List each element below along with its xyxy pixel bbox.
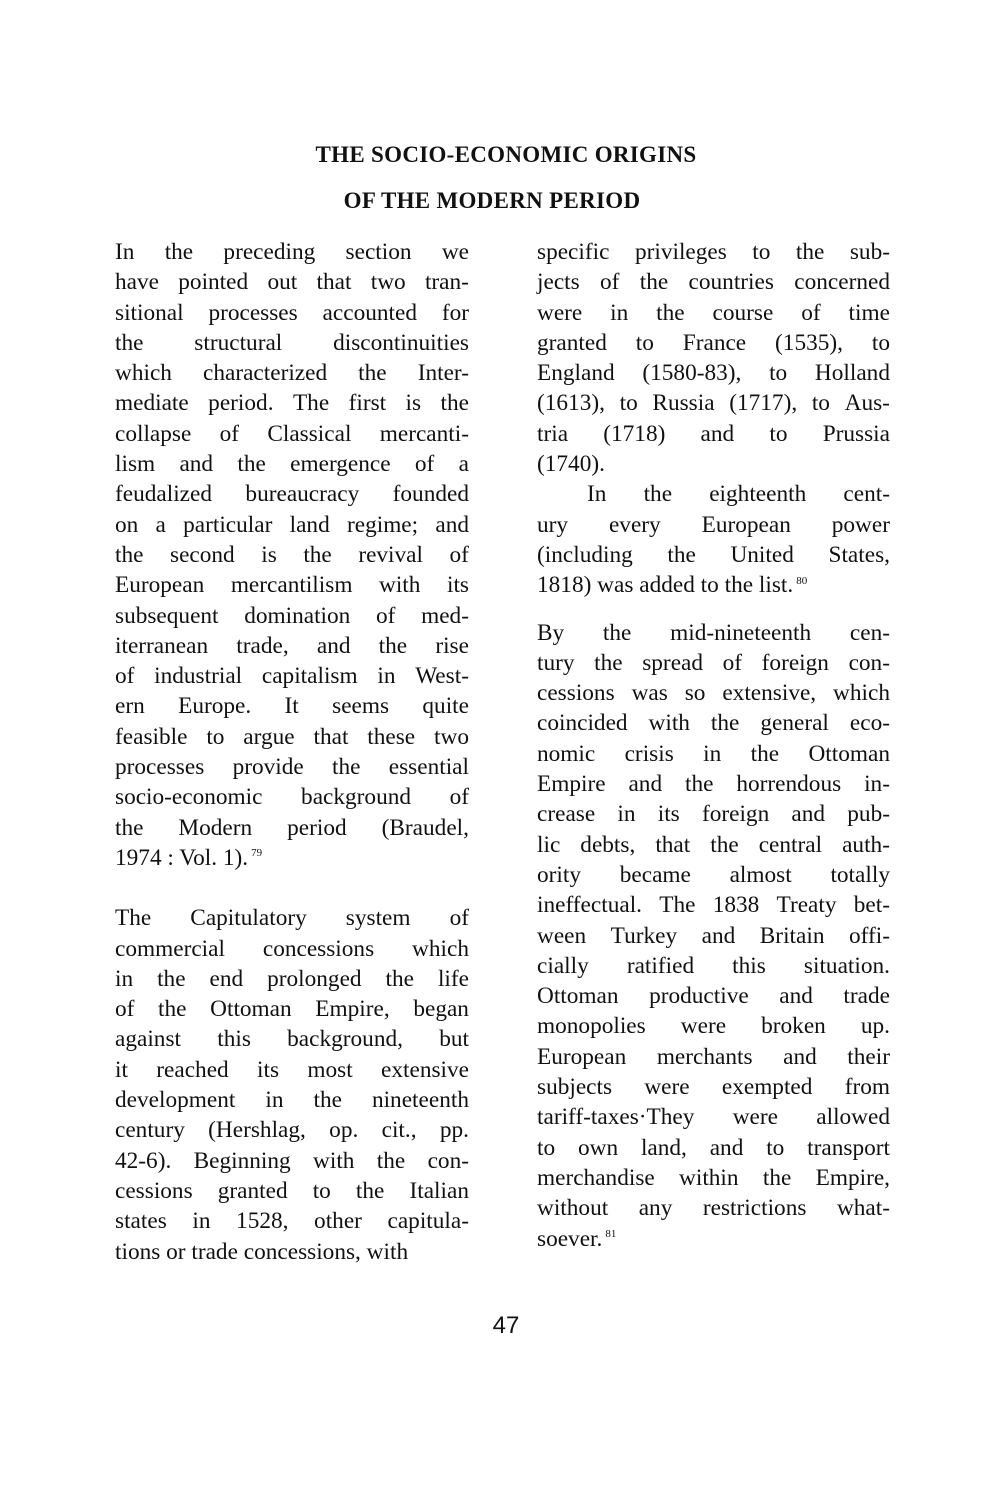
text-line: cessions granted to the Italian bbox=[115, 1177, 469, 1204]
text-line: were in the course of time bbox=[537, 299, 890, 326]
text-line: monopolies were broken up. bbox=[537, 1013, 890, 1040]
text-line: specific privileges to the sub- bbox=[537, 239, 890, 265]
text-line: Ottoman productive and trade bbox=[537, 983, 890, 1010]
text-line: states in 1528, other capitula- bbox=[115, 1208, 469, 1235]
text-line: development in the nineteenth bbox=[115, 1087, 469, 1114]
text-line: of industrial capitalism in West- bbox=[115, 663, 469, 690]
text-line: the second is the revival of bbox=[115, 541, 469, 568]
text-line: In the eighteenth cent- bbox=[587, 481, 890, 508]
text-line: tariff-taxes·They were allowed bbox=[537, 1104, 890, 1131]
text-line: tions or trade concessions, with bbox=[115, 1238, 409, 1265]
text-line: (including the United States, bbox=[537, 541, 890, 568]
text-line: European merchants and their bbox=[537, 1043, 890, 1070]
paragraph-specific-privileges bbox=[537, 237, 890, 479]
text-line: iterranean trade, and the rise bbox=[115, 632, 469, 659]
text-line: to own land, and to transport bbox=[537, 1134, 890, 1161]
text-line: In the preceding section we bbox=[115, 239, 469, 265]
right-column bbox=[537, 237, 890, 1254]
paragraph-eighteenth-century bbox=[537, 479, 890, 600]
footnote-marker: 80 bbox=[796, 574, 808, 587]
text-line: The Capitulatory system of bbox=[115, 905, 469, 932]
text-line: century (Hershlag, op. cit., pp. bbox=[115, 1117, 469, 1144]
text-line: 1818) was added to the list. $^{80}$ bbox=[537, 572, 808, 599]
text-line: feudalized bureaucracy founded bbox=[115, 481, 469, 508]
text-line: European mercantilism with its bbox=[115, 572, 469, 599]
text-line: in the end prolonged the life bbox=[115, 965, 469, 992]
text-line: ority became almost totally bbox=[537, 861, 890, 888]
paragraph-capitulatory-system bbox=[115, 903, 469, 1267]
text-line: processes provide the essential bbox=[115, 754, 469, 781]
text-line: ern Europe. It seems quite bbox=[115, 693, 469, 720]
text-line: subjects were exempted from bbox=[537, 1074, 890, 1101]
text-line: mediate period. The first is the bbox=[115, 390, 469, 417]
text-line: tria (1718) and to Prussia bbox=[537, 420, 890, 447]
text-line: nomic crisis in the Ottoman bbox=[537, 740, 890, 767]
text-line: crease in its foreign and pub- bbox=[537, 801, 890, 828]
text-line: tury the spread of foreign con- bbox=[537, 649, 890, 676]
text-line: coincided with the general eco- bbox=[537, 710, 890, 737]
text-line: merchandise within the Empire, bbox=[537, 1164, 890, 1191]
text-line: 42-6). Beginning with the con- bbox=[115, 1147, 469, 1174]
text-line: collapse of Classical mercanti- bbox=[115, 420, 469, 447]
text-line: against this background, but bbox=[115, 1026, 469, 1053]
text-line: socio-economic background of bbox=[115, 784, 469, 811]
text-line: lism and the emergence of a bbox=[115, 451, 469, 478]
text-line: which characterized the Inter- bbox=[115, 360, 469, 387]
text-line: jects of the countries concerned bbox=[537, 269, 890, 296]
text-line: commercial concessions which bbox=[115, 935, 469, 962]
paragraph-preceding-section bbox=[115, 237, 469, 873]
paragraph-mid-nineteenth-century bbox=[537, 618, 890, 1254]
left-column bbox=[115, 237, 469, 1267]
text-line: 1974 : Vol. 1). $^{79}$ bbox=[115, 844, 263, 871]
footnote-marker: 79 bbox=[251, 847, 263, 860]
text-line: without any restrictions what- bbox=[537, 1195, 890, 1222]
text-line: cially ratified this situation. bbox=[537, 952, 890, 979]
text-line: lic debts, that the central auth- bbox=[537, 831, 890, 858]
text-line: cessions was so extensive, which bbox=[537, 680, 890, 707]
text-line: the Modern period (Braudel, bbox=[115, 814, 469, 841]
page-title-line-2: OF THE MODERN PERIOD bbox=[343, 188, 641, 213]
text-line: subsequent domination of med- bbox=[115, 602, 469, 629]
text-line: soever. $^{81}$ bbox=[537, 1225, 617, 1252]
text-line: (1613), to Russia (1717), to Aus- bbox=[537, 390, 890, 417]
page-title-line-1: THE SOCIO-ECONOMIC ORIGINS bbox=[315, 142, 697, 167]
text-line: England (1580-83), to Holland bbox=[537, 360, 890, 387]
text-line: the structural discontinuities bbox=[115, 329, 469, 356]
text-line: feasible to argue that these two bbox=[115, 723, 469, 750]
text-line: sitional processes accounted for bbox=[115, 299, 469, 326]
text-line: it reached its most extensive bbox=[115, 1056, 469, 1083]
text-line: (1740). bbox=[537, 451, 605, 478]
page-number: 47 bbox=[492, 1312, 520, 1339]
text-line: ury every European power bbox=[537, 511, 890, 538]
text-line: of the Ottoman Empire, began bbox=[115, 996, 469, 1023]
text-line: By the mid-nineteenth cen- bbox=[537, 619, 890, 646]
footnote-marker: 81 bbox=[605, 1227, 617, 1240]
text-line: ineffectual. The 1838 Treaty bet- bbox=[537, 892, 890, 919]
text-line: ween Turkey and Britain offi- bbox=[537, 922, 890, 949]
text-line: on a particular land regime; and bbox=[115, 511, 469, 538]
text-line: granted to France (1535), to bbox=[537, 329, 890, 356]
text-line: Empire and the horrendous in- bbox=[537, 771, 890, 798]
text-line: have pointed out that two tran- bbox=[115, 269, 469, 296]
